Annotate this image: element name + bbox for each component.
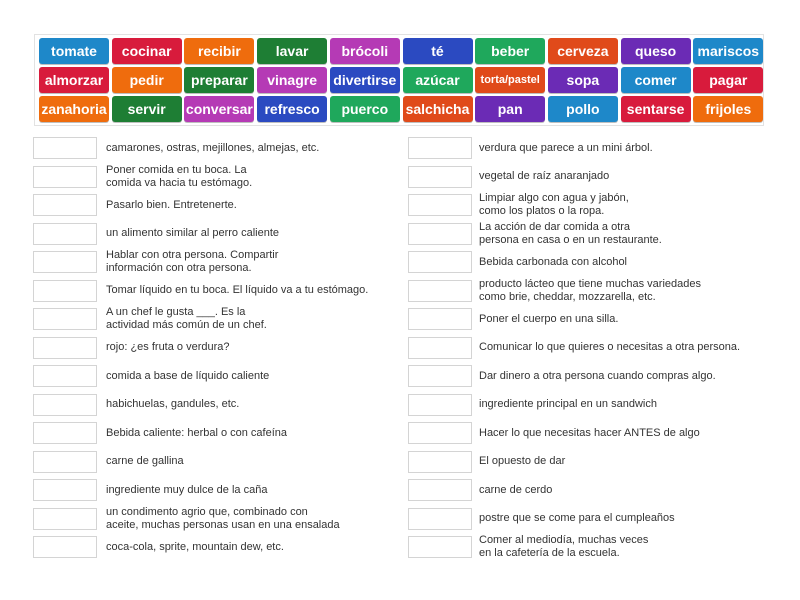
word-tile[interactable]: divertirse <box>330 67 400 93</box>
clue-text: ingrediente principal en un sandwich <box>479 398 657 410</box>
answer-slot[interactable] <box>408 536 472 558</box>
clue-text: postre que se come para el cumpleaños <box>479 512 675 524</box>
word-tile[interactable]: sentarse <box>621 96 691 122</box>
clue-text: Poner el cuerpo en una silla. <box>479 312 619 325</box>
clue-text: Poner comida en tu boca. La comida va hacia tu estómago. <box>106 163 253 189</box>
clue-text: rojo: ¿es fruta o verdura? <box>106 341 230 353</box>
word-tile[interactable]: zanahoria <box>39 96 109 122</box>
answer-slot[interactable] <box>408 508 472 530</box>
answer-slot[interactable] <box>33 223 97 245</box>
answer-slot[interactable] <box>408 422 472 444</box>
clue-text: Bebida carbonada con alcohol <box>479 255 628 268</box>
word-tile[interactable]: pedir <box>112 67 182 93</box>
clue-text: un condimento agrio que, combinado con aceite, muchas personas usan en una ensalada <box>106 505 340 531</box>
word-tile[interactable]: recibir <box>184 38 254 64</box>
word-tile[interactable]: vinagre <box>257 67 327 93</box>
clue-text: La acción de dar comida a otra persona en casa o en un restaurante. <box>479 220 662 246</box>
word-tile[interactable]: pagar <box>693 67 763 93</box>
clue-text: Hablar con otra persona. Compartir información con otra persona. <box>106 249 279 274</box>
answer-slot[interactable] <box>33 536 97 558</box>
word-tile[interactable]: cocinar <box>112 38 182 64</box>
word-tile[interactable]: cerveza <box>548 38 618 64</box>
clue-text: Comer al mediodía, muchas veces en la cafetería de la escuela. <box>479 534 649 559</box>
clue-text: carne de gallina <box>106 455 184 467</box>
word-tile[interactable]: frijoles <box>693 96 763 122</box>
answer-slot[interactable] <box>408 365 472 387</box>
answer-slot[interactable] <box>33 422 97 444</box>
word-tile[interactable]: torta/pastel <box>475 67 545 93</box>
answer-slot[interactable] <box>33 166 97 188</box>
answer-slot[interactable] <box>408 394 472 416</box>
word-tile[interactable]: brócoli <box>330 38 400 64</box>
clue-text: habichuelas, gandules, etc. <box>106 398 240 410</box>
word-tile[interactable]: refresco <box>257 96 327 122</box>
word-tile[interactable]: azúcar <box>403 67 473 93</box>
clue-text: A un chef le gusta ___. Es la actividad más común de un chef. <box>106 306 267 331</box>
answer-slot[interactable] <box>408 251 472 273</box>
answer-slot[interactable] <box>33 479 97 501</box>
clue-text: Limpiar algo con agua y jabón, como los platos o la ropa. <box>479 192 629 217</box>
answer-slot[interactable] <box>33 337 97 359</box>
answer-slot[interactable] <box>408 308 472 330</box>
answer-slot[interactable] <box>33 451 97 473</box>
answer-slot[interactable] <box>408 194 472 216</box>
clue-text: El opuesto de dar <box>479 455 566 467</box>
clue-text: producto lácteo que tiene muchas variedades como brie, cheddar, mozzarella, etc. <box>479 277 701 303</box>
clue-text: Pasarlo bien. Entretenerte. <box>106 198 237 211</box>
clue-text: verdura que parece a un mini árbol. <box>479 141 653 154</box>
answer-slot[interactable] <box>33 508 97 530</box>
answer-slot[interactable] <box>408 337 472 359</box>
word-bank <box>34 34 764 126</box>
clue-text: camarones, ostras, mejillones, almejas, etc. <box>106 141 320 154</box>
answer-slot[interactable] <box>408 223 472 245</box>
word-tile[interactable]: beber <box>475 38 545 64</box>
answer-slot[interactable] <box>408 166 472 188</box>
answer-slot[interactable] <box>33 365 97 387</box>
word-tile[interactable]: salchicha <box>403 96 473 122</box>
word-tile[interactable]: servir <box>112 96 182 122</box>
word-tile[interactable]: comer <box>621 67 691 93</box>
answer-slot[interactable] <box>33 251 97 273</box>
clue-text: comida a base de líquido caliente <box>106 369 270 382</box>
word-tile[interactable]: tomate <box>39 38 109 64</box>
word-tile[interactable]: sopa <box>548 67 618 93</box>
clue-text: vegetal de raíz anaranjado <box>479 170 610 182</box>
answer-slot[interactable] <box>408 451 472 473</box>
clue-text: Hacer lo que necesitas hacer ANTES de algo <box>479 426 700 439</box>
clue-text: Comunicar lo que quieres o necesitas a otra persona. <box>479 341 741 353</box>
word-tile[interactable]: puerco <box>330 96 400 122</box>
word-tile[interactable]: conversar <box>184 96 254 122</box>
clue-text: coca-cola, sprite, mountain dew, etc. <box>106 540 284 553</box>
answer-slot[interactable] <box>33 280 97 302</box>
clue-text: ingrediente muy dulce de la caña <box>106 483 268 496</box>
clue-text: Bebida caliente: herbal o con cafeína <box>106 426 288 439</box>
clue-text: Tomar líquido en tu boca. El líquido va a tu estómago. <box>106 284 369 296</box>
answer-slot[interactable] <box>408 280 472 302</box>
answer-slot[interactable] <box>33 394 97 416</box>
answer-slot[interactable] <box>408 479 472 501</box>
answer-slot[interactable] <box>33 194 97 216</box>
word-tile[interactable]: queso <box>621 38 691 64</box>
word-tile[interactable]: pollo <box>548 96 618 122</box>
word-tile[interactable]: preparar <box>184 67 254 93</box>
word-tile[interactable]: pan <box>475 96 545 122</box>
clue-text: Dar dinero a otra persona cuando compras algo. <box>479 369 716 382</box>
answer-slot[interactable] <box>408 137 472 159</box>
word-tile[interactable]: lavar <box>257 38 327 64</box>
answer-slot[interactable] <box>33 308 97 330</box>
answer-slot[interactable] <box>33 137 97 159</box>
clue-text: carne de cerdo <box>479 483 553 496</box>
word-tile[interactable]: té <box>403 38 473 64</box>
word-tile[interactable]: almorzar <box>39 67 109 93</box>
clue-text: un alimento similar al perro caliente <box>106 227 280 239</box>
word-tile[interactable]: mariscos <box>693 38 763 64</box>
